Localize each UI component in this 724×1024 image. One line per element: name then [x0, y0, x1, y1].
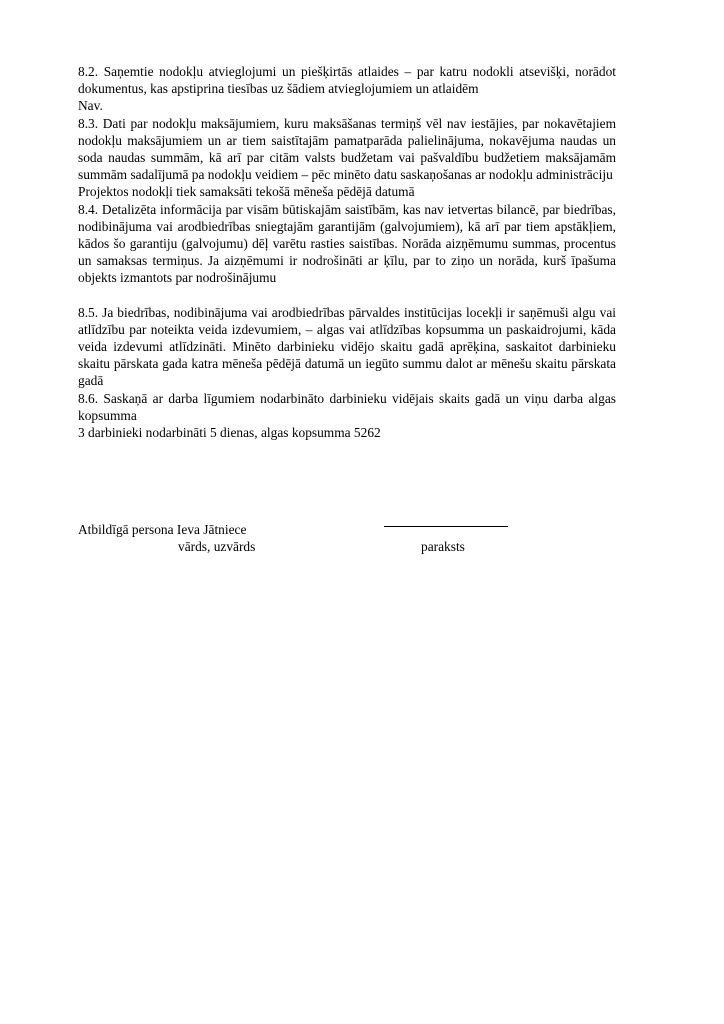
name-caption: vārds, uzvārds	[178, 539, 256, 554]
section-8-6-answer: 3 darbinieki nodarbināti 5 dienas, algas kopsumma 5262	[78, 425, 381, 441]
document-body	[78, 63, 616, 441]
section-8-2-text: 8.2. Saņemtie nodokļu atvieglojumi un piešķirtās atlaides – par katru nodokli atsevišķi, norādot dokumentus, kas apstiprina tiesības uz šādiem atvieglojumiem un atlaidēm	[78, 64, 616, 97]
signature-caption: paraksts	[421, 539, 465, 554]
responsible-person-label: Atbildīgā persona Ieva Jātniece	[78, 522, 247, 537]
section-8-5-text: 8.5. Ja biedrības, nodibinājuma vai arodbiedrības pārvaldes institūcijas locekļi ir saņēmuši algu vai atlīdzību par noteikta veida izdevumiem, – algas vai atlīdzības kopsumma un paskaidrojumi, kāda veida izdevumi atlīdzināti. Minēto darbinieku vidējo skaitu gadā aprēķina, saskaitot darbinieku skaitu pārskata gada katra mēneša pēdējā datumā un iegūto summu dalot ar mēnešu skaitu pārskata gadā	[78, 304, 616, 389]
section-8-2-answer: Nav.	[78, 98, 103, 114]
section-8-3-answer: Projektos nodokļi tiek samaksāti tekošā mēneša pēdējā datumā	[78, 184, 415, 200]
spacer	[78, 287, 616, 304]
section-8-3-text: 8.3. Dati par nodokļu maksājumiem, kuru maksāšanas termiņš vēl nav iestājies, par nokavētajiem nodokļu maksājumiem un ar tiem saistītajām pamatparāda palielinājuma, nokavējuma naudas un soda naudas summām, kā arī par citām valsts budžetam vai pašvaldību budžetiem maksājamām summām sadalījumā pa nodokļu veidiem – pēc minēto datu saskaņošanas ar nodokļu administrāciju	[78, 115, 616, 183]
signature-block	[78, 521, 638, 561]
signature-line	[384, 526, 508, 527]
section-8-6-text: 8.6. Saskaņā ar darba līgumiem nodarbināto darbinieku vidējais skaits gadā un viņu darba algas kopsumma	[78, 390, 616, 423]
section-8-4-text: 8.4. Detalizēta informācija par visām būtiskajām saistībām, kas nav ietvertas bilancē, par biedrības, nodibinājuma vai arodbiedrības sniegtajām garantijām (galvojumiem), kā arī par tiem apstākļiem, kādos šo garantiju (galvojumu) dēļ varētu rasties saistības. Norāda aizņēmumu summas, procentus un samaksas termiņus. Ja aizņēmumi ir nodrošināti ar ķīlu, par to ziņo un norāda, kurš īpašuma objekts izmantots par nodrošinājumu	[78, 201, 616, 286]
